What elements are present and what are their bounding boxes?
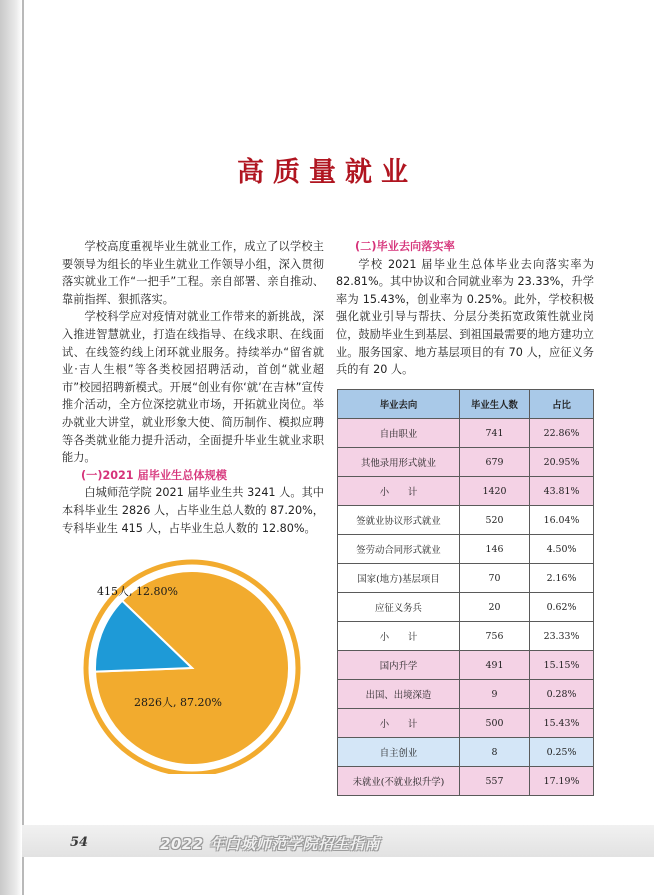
graduate-pie-chart bbox=[62, 557, 318, 774]
table-row bbox=[338, 564, 594, 593]
cell-destination: 自由职业 bbox=[338, 419, 460, 448]
cell-destination: 国内升学 bbox=[338, 651, 460, 680]
cell-destination: 小 计 bbox=[338, 709, 460, 738]
cell-ratio: 20.95% bbox=[530, 448, 594, 477]
paragraph-employment-leadership: 学校高度重视毕业生就业工作，成立了以学校主要领导为组长的毕业生就业工作领导小组，深入贯彻落实就业工作“一把手”工程。亲自部署、亲自推动、靠前指挥、狠抓落实。 bbox=[62, 240, 324, 306]
table-row bbox=[338, 477, 594, 506]
paragraph-placement-rate: 学校 2021 届毕业生总体毕业去向落实率为 82.81%。其中协议和合同就业率为 23.33%，升学率为 15.43%，创业率为 0.25%。此外，学校积极强化就业引导与帮扶、分层分类拓宽政策性就业岗位，鼓励毕业生到基层、到祖国最需要的地方建功立业。服务国家、地方基层项目的有 70 人，应征义务兵的有 20 人。 bbox=[336, 257, 594, 377]
cell-ratio: 17.19% bbox=[530, 767, 594, 796]
cell-destination: 出国、出境深造 bbox=[338, 680, 460, 709]
cell-ratio: 23.33% bbox=[530, 622, 594, 651]
page-binding-shadow bbox=[0, 0, 22, 895]
cell-ratio: 16.04% bbox=[530, 506, 594, 535]
cell-ratio: 2.16% bbox=[530, 564, 594, 593]
page-number: 54 bbox=[70, 835, 89, 850]
section-heading-placement-rate: (二)毕业去向落实率 bbox=[355, 240, 455, 253]
cell-destination: 应征义务兵 bbox=[338, 593, 460, 622]
page-title: 高质量就业 bbox=[237, 157, 417, 188]
cell-destination: 签劳动合同形式就业 bbox=[338, 535, 460, 564]
cell-count: 1420 bbox=[460, 477, 530, 506]
cell-count: 491 bbox=[460, 651, 530, 680]
table-row bbox=[338, 651, 594, 680]
paragraph-graduate-scale: 白城师范学院 2021 届毕业生共 3241 人。其中本科毕业生 2826 人，占毕业生总人数的 87.20%，专科毕业生 415 人，占毕业生总人数的 12.80%。 bbox=[62, 486, 324, 535]
table-row bbox=[338, 622, 594, 651]
cell-destination: 签就业协议形式就业 bbox=[338, 506, 460, 535]
cell-count: 756 bbox=[460, 622, 530, 651]
cell-count: 500 bbox=[460, 709, 530, 738]
cell-ratio: 22.86% bbox=[530, 419, 594, 448]
cell-destination: 国家(地方)基层项目 bbox=[338, 564, 460, 593]
paragraph-employment-services: 学校科学应对疫情对就业工作带来的新挑战，深入推进智慧就业，打造在线指导、在线求职、在线面试、在线签约线上闭环就业服务。持续举办“留省就业·吉人生根”等各类校园招聘活动，首创“就业超市”校园招聘新模式。开展“创业有你‘就’在吉林”宣传推介活动，全方位深挖就业市场，开拓就业岗位。举办就业大讲堂，就业形象大使、简历制作、模拟应聘等各类就业能力提升活动，全面提升毕业生就业求职能力。 bbox=[62, 310, 324, 465]
cell-count: 679 bbox=[460, 448, 530, 477]
right-column bbox=[336, 238, 594, 379]
cell-count: 557 bbox=[460, 767, 530, 796]
cell-count: 20 bbox=[460, 593, 530, 622]
column-header-ratio: 占比 bbox=[530, 390, 594, 419]
left-column bbox=[62, 238, 324, 537]
cell-ratio: 0.62% bbox=[530, 593, 594, 622]
table-row bbox=[338, 680, 594, 709]
pie-label-undergraduate: 2826人, 87.20% bbox=[134, 696, 222, 709]
cell-count: 741 bbox=[460, 419, 530, 448]
column-header-count: 毕业生人数 bbox=[460, 390, 530, 419]
table-row bbox=[338, 709, 594, 738]
cell-destination: 其他录用形式就业 bbox=[338, 448, 460, 477]
table-row bbox=[338, 535, 594, 564]
cell-ratio: 15.15% bbox=[530, 651, 594, 680]
pie-label-junior-college: 415人, 12.80% bbox=[97, 585, 178, 598]
cell-count: 70 bbox=[460, 564, 530, 593]
cell-ratio: 15.43% bbox=[530, 709, 594, 738]
cell-ratio: 0.25% bbox=[530, 738, 594, 767]
table-row bbox=[338, 448, 594, 477]
cell-ratio: 4.50% bbox=[530, 535, 594, 564]
table-row bbox=[338, 593, 594, 622]
placement-table bbox=[337, 389, 594, 796]
table-row bbox=[338, 767, 594, 796]
page-edge-line bbox=[22, 0, 24, 895]
column-header-destination: 毕业去向 bbox=[338, 390, 460, 419]
cell-ratio: 43.81% bbox=[530, 477, 594, 506]
cell-count: 9 bbox=[460, 680, 530, 709]
section-heading-graduate-scale: (一)2021 届毕业生总体规模 bbox=[81, 468, 227, 482]
cell-destination: 小 计 bbox=[338, 622, 460, 651]
footer-title: 2022 年白城师范学院招生指南 bbox=[160, 835, 380, 853]
table-header-row bbox=[338, 390, 594, 419]
cell-destination: 未就业(不就业拟升学) bbox=[338, 767, 460, 796]
cell-count: 520 bbox=[460, 506, 530, 535]
table-row bbox=[338, 419, 594, 448]
cell-destination: 自主创业 bbox=[338, 738, 460, 767]
cell-count: 8 bbox=[460, 738, 530, 767]
cell-count: 146 bbox=[460, 535, 530, 564]
cell-destination: 小 计 bbox=[338, 477, 460, 506]
cell-ratio: 0.28% bbox=[530, 680, 594, 709]
table-row bbox=[338, 738, 594, 767]
table-row bbox=[338, 506, 594, 535]
